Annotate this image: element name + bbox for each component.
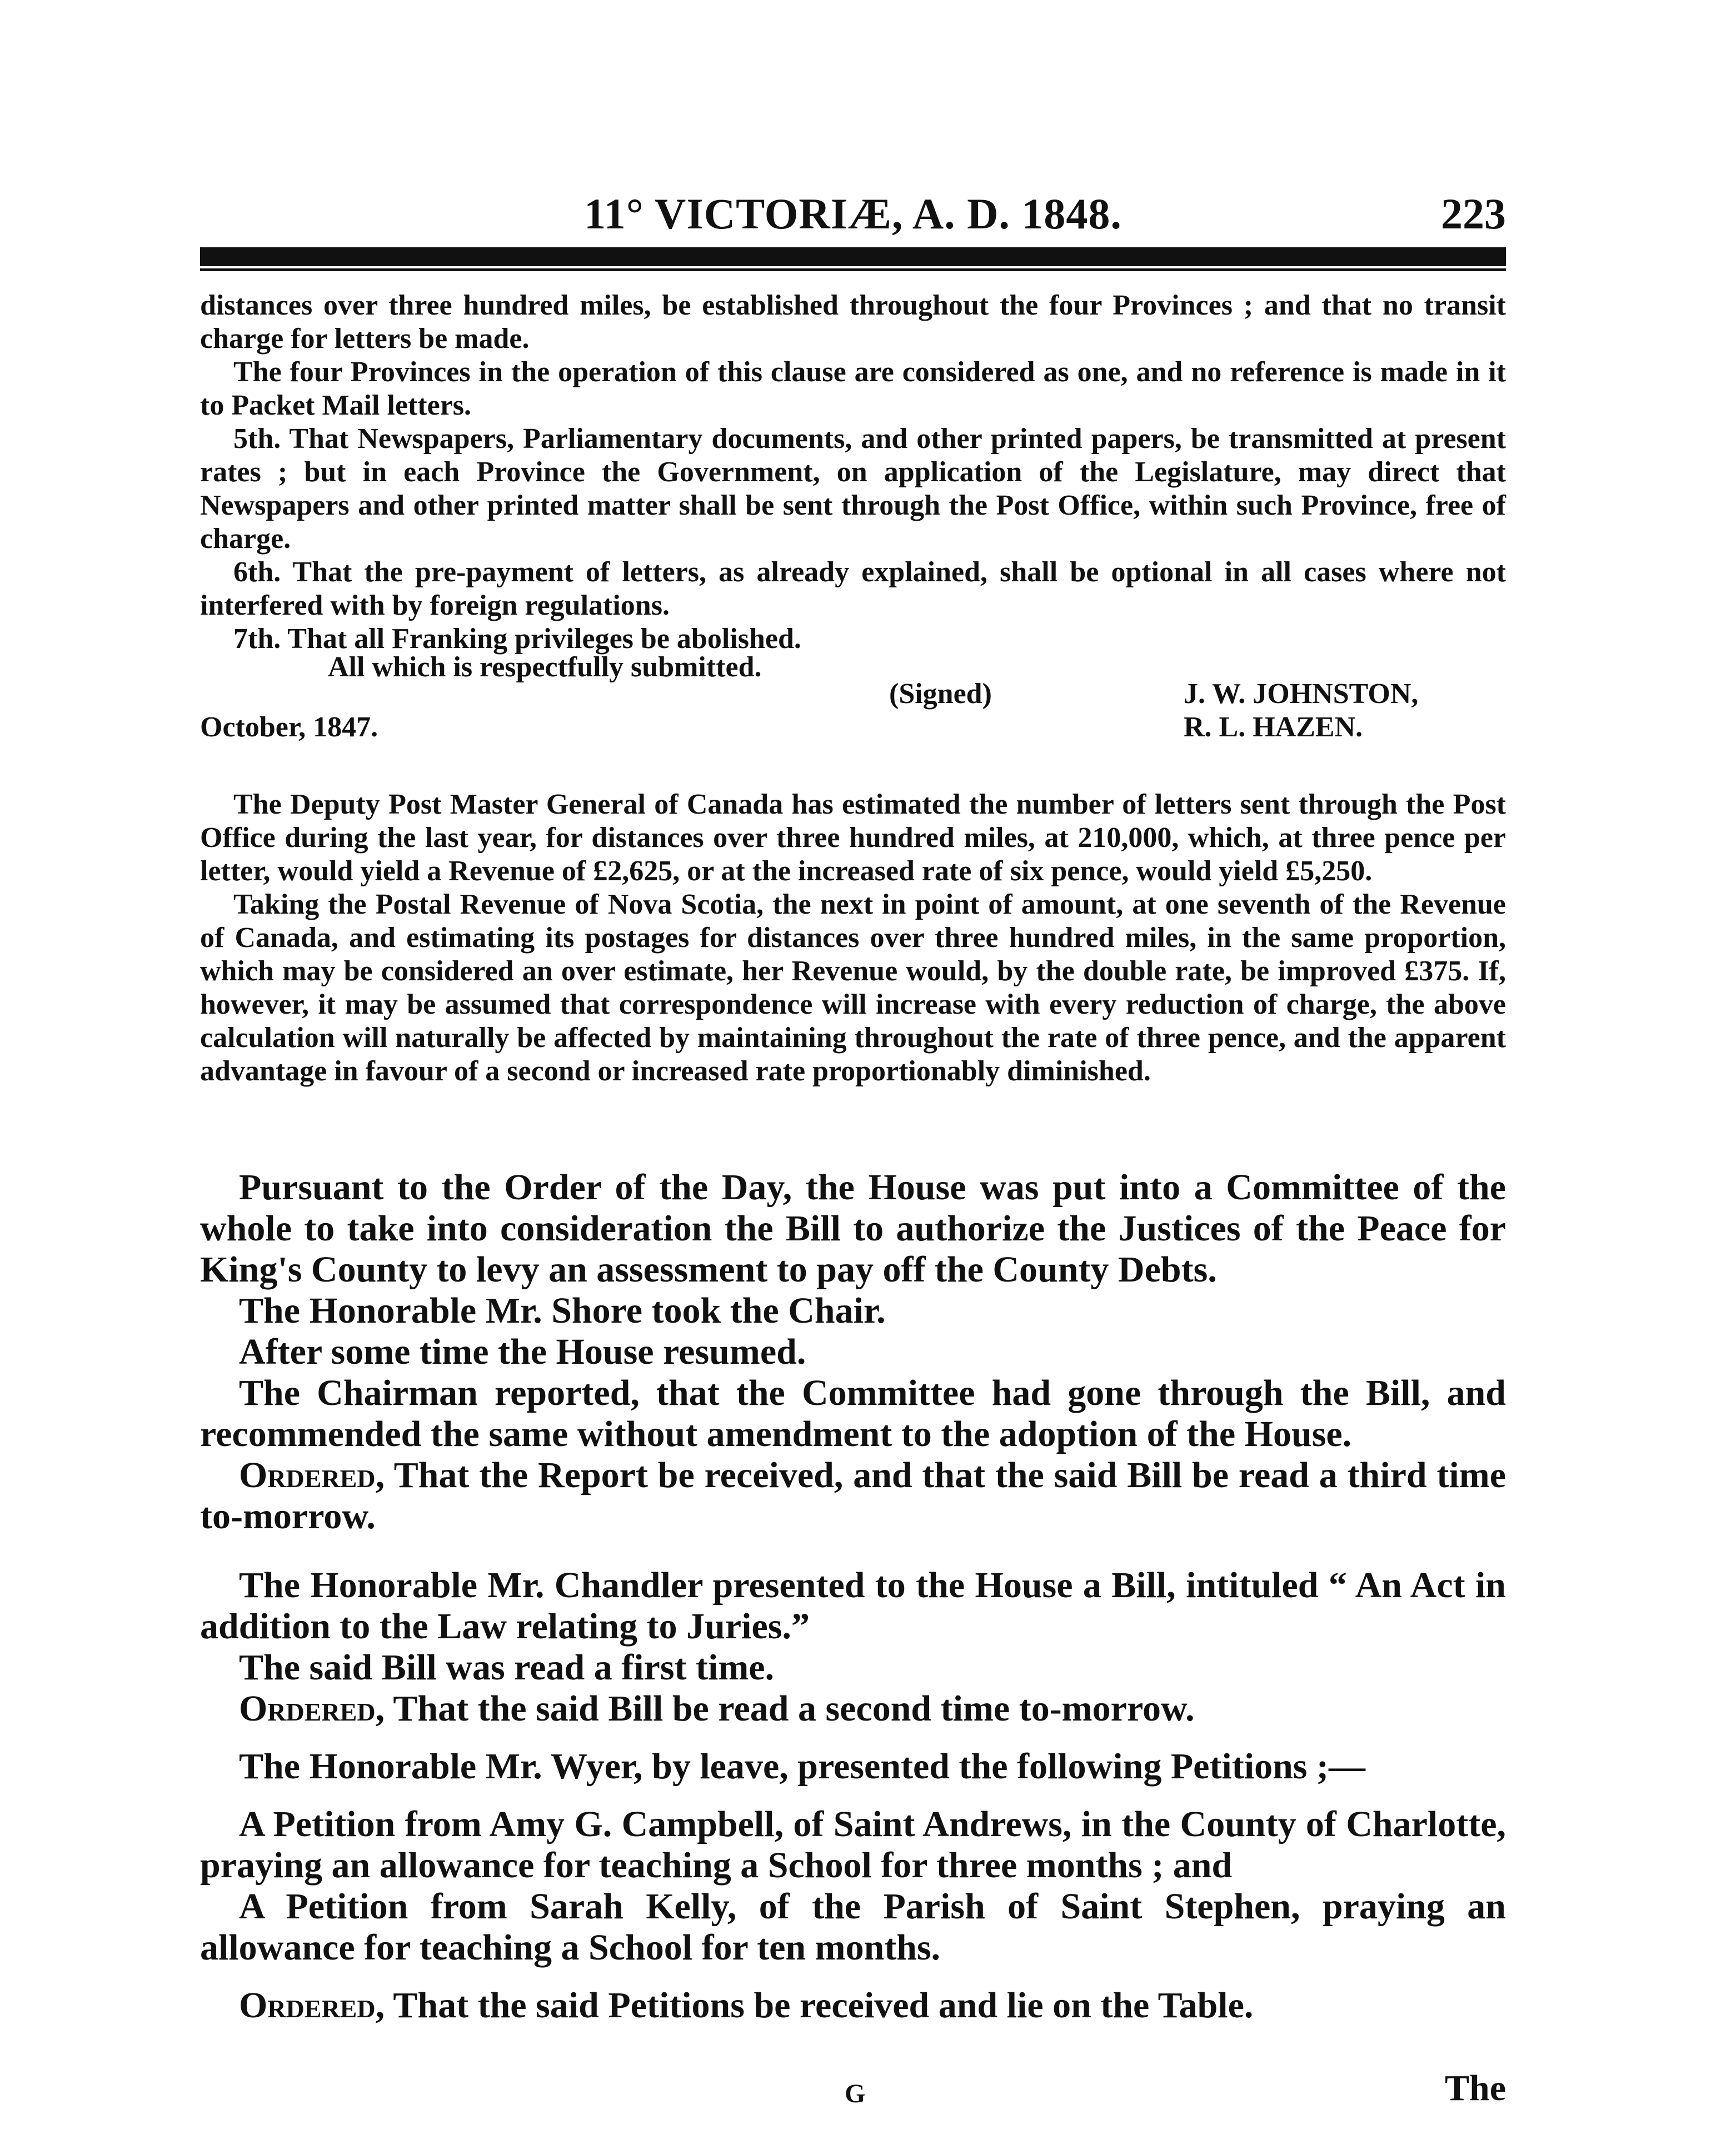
header-rule	[200, 247, 1506, 266]
proceedings-paragraph: The Chairman reported, that the Committee had gone through the Bill, and recommended the same without amendment to the adoption of the House.	[200, 1373, 1506, 1454]
signature-block	[200, 650, 1506, 756]
report-date: October, 1847.	[200, 711, 378, 743]
header-title: 11° VICTORIÆ, A. D. 1848.	[584, 190, 1122, 238]
report-paragraph: distances over three hundred miles, be established throughout the four Provinces ; and that no transit charge for letters be made.	[200, 290, 1506, 355]
running-header	[200, 189, 1506, 250]
order-text: That the Report be received, and that the said Bill be read a third time to-morrow.	[200, 1455, 1506, 1537]
signature-mark: G	[845, 2079, 866, 2108]
signed-label: (Signed)	[889, 678, 992, 710]
proceedings-paragraph: The Honorable Mr. Wyer, by leave, presented the following Petitions ;—	[239, 1746, 1365, 1787]
report-paragraph: 7th. That all Franking privileges be abolished.	[233, 623, 801, 655]
estimate-paragraph: The Deputy Post Master General of Canada has estimated the number of letters sent through the Post Office during the last year, for distances over three hundred miles, at 210,000, which, at three pence per letter, would yield a Revenue of £2,625, or at the increased rate of six pence, would yield £5,250.	[200, 789, 1506, 887]
ordered-label: Ordered,	[239, 1455, 385, 1495]
spacer	[200, 1787, 1506, 1804]
proceedings-paragraph: Pursuant to the Order of the Day, the House was put into a Committee of the whole to take into consideration the Bill to authorize the Justices of the Peace for King's County to levy an assessment to pay off the County Debts.	[200, 1167, 1506, 1290]
closing-line: All which is respectfully submitted.	[328, 651, 762, 683]
report-paragraph: The four Provinces in the operation of this clause are considered as one, and no reference is made in it to Packet Mail letters.	[200, 356, 1506, 421]
petition-paragraph: A Petition from Amy G. Campbell, of Saint Andrews, in the County of Charlotte, praying an allowance for teaching a School for three months ; and	[200, 1804, 1506, 1886]
report-section	[200, 289, 1506, 656]
petition-paragraph: A Petition from Sarah Kelly, of the Parish of Saint Stephen, praying an allowance for teaching a School for ten months.	[200, 1886, 1506, 1968]
proceedings-paragraph: The Honorable Mr. Chandler presented to the House a Bill, intituled “ An Act in addition to the Law relating to Juries.”	[200, 1565, 1506, 1647]
estimate-section	[200, 788, 1506, 1088]
order-paragraph	[200, 1688, 1506, 1729]
spacer	[200, 1537, 1506, 1565]
proceedings-paragraph: After some time the House resumed.	[239, 1332, 806, 1372]
proceedings-section	[200, 1167, 1506, 2026]
order-text: That the said Petitions be received and lie on the Table.	[385, 1985, 1254, 2026]
order-text: That the said Bill be read a second time to-morrow.	[385, 1688, 1195, 1729]
signatory-name: R. L. HAZEN.	[1184, 711, 1363, 743]
estimate-paragraph: Taking the Postal Revenue of Nova Scotia, the next in point of amount, at one seventh of the Revenue of Canada, and estimating its postages for distances over three hundred miles, in the same proportion, which may be considered an over estimate, her Revenue would, by the double rate, be improved £375. If, however, it may be assumed that correspondence will increase with every reduction of charge, the above calculation will naturally be affected by maintaining throughout the rate of three pence, and the apparent advantage in favour of a second or increased rate proportionably diminished.	[200, 889, 1506, 1087]
report-paragraph: 5th. That Newspapers, Parliamentary documents, and other printed papers, be transmitted at present rates ; but in each Province the Government, on application of the Legislature, may direct that Newspapers and other printed matter shall be sent through the Post Office, within such Province, free of charge.	[200, 423, 1506, 555]
spacer	[200, 1729, 1506, 1746]
report-paragraph: 6th. That the pre-payment of letters, as already explained, shall be optional in all cases where not interfered with by foreign regulations.	[200, 556, 1506, 621]
ordered-label: Ordered,	[239, 1688, 385, 1729]
signatory-name: J. W. JOHNSTON,	[1184, 678, 1419, 710]
page-footer	[200, 2067, 1506, 2117]
proceedings-paragraph: The said Bill was read a first time.	[239, 1647, 775, 1688]
proceedings-paragraph: The Honorable Mr. Shore took the Chair.	[239, 1290, 886, 1331]
order-paragraph	[200, 1985, 1506, 2026]
ordered-label: Ordered,	[239, 1985, 385, 2026]
spacer	[200, 1968, 1506, 1985]
order-paragraph	[200, 1455, 1506, 1537]
page-number: 223	[1441, 190, 1506, 238]
catchword: The	[1444, 2068, 1506, 2108]
